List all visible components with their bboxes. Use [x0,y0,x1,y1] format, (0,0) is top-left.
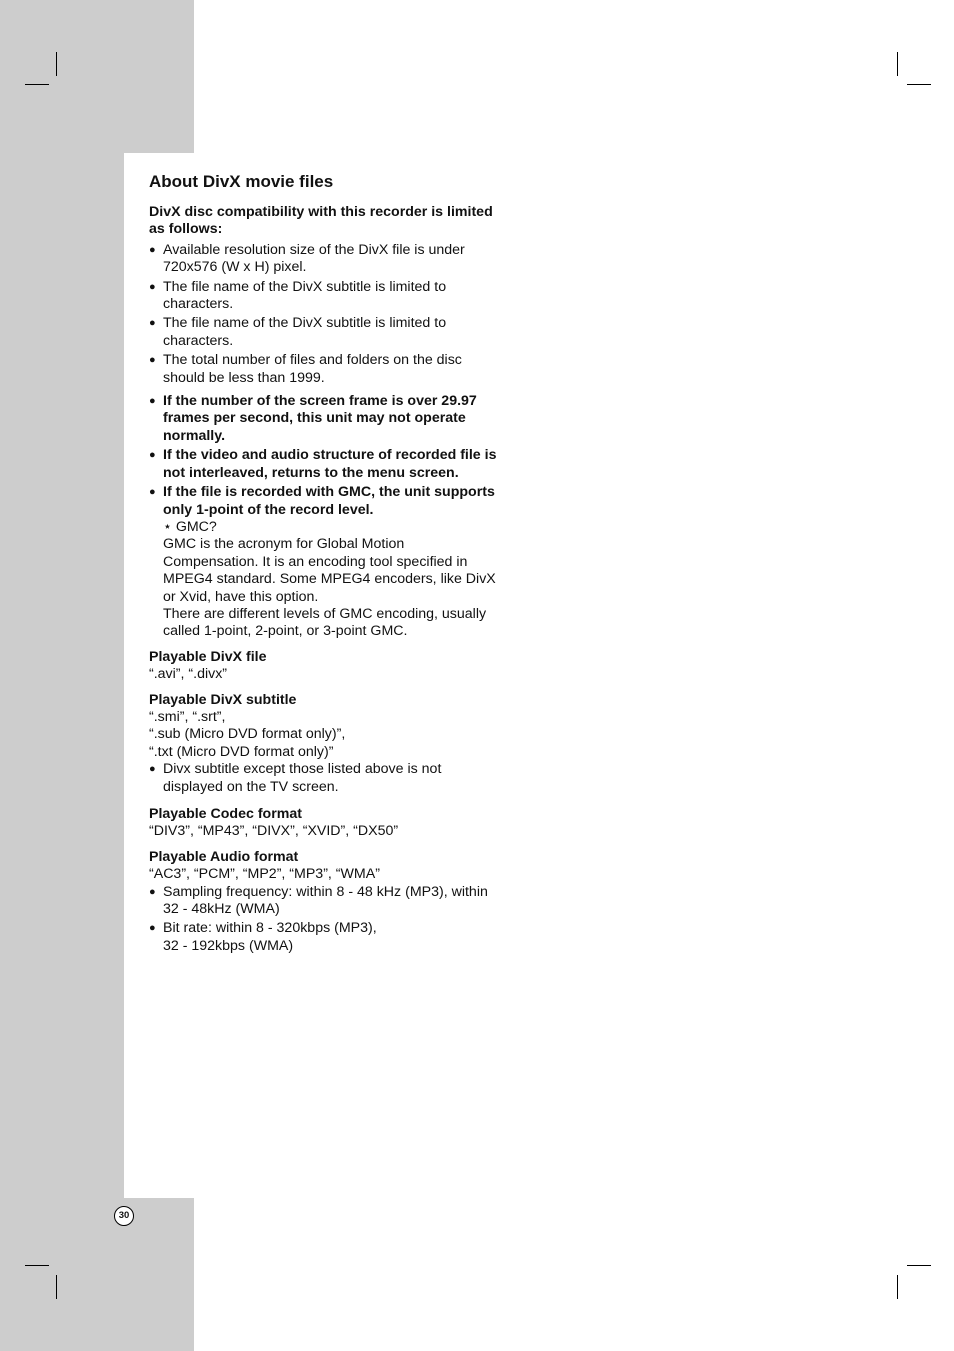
gmc-question: ⋆ GMC? [163,518,217,535]
crop-mark [907,1265,931,1266]
crop-mark [56,1275,57,1299]
playable-file-section [149,649,499,684]
margin-band-bottom [0,1198,194,1351]
list-item: ● The file name of the DivX subtitle is limited to characters. [149,315,447,349]
section-value: “.txt (Micro DVD format only)” [149,743,334,760]
page-title: About DivX movie files [149,172,334,191]
list-item: ● Divx subtitle except those listed above is not displayed on the TV screen. [149,761,442,795]
list-item-gmc: ● If the file is recorded with GMC, the unit supports only 1-point of the record level. ⋆ GMC? GMC is the acronym for Global Motion Compensation. It is an encoding tool specified in MPEG4 standard. Some MPEG4 encoders, like DivX or Xvid, have this option. There are different levels of GMC encoding, usually called 1-point, 2-point, or 3-point GMC. [149,484,499,641]
gmc-definition: GMC is the acronym for Global Motion Compensation. It is an encoding tool specified in MPEG4 standard. Some MPEG4 encoders, like DivX or Xvid, have this option. [163,536,496,605]
crop-mark [897,52,898,76]
playable-audio-section [149,849,499,955]
article [149,171,499,957]
list-item: ● Bit rate: within 8 - 320kbps (MP3), 32 - 192kbps (WMA) [149,920,377,954]
section-heading: Playable Codec format [149,806,302,822]
section-value: “.smi”, “.srt”, [149,708,226,725]
section-heading: Playable DivX subtitle [149,691,297,708]
section-value: “DIV3”, “MP43”, “DIVX”, “XVID”, “DX50” [149,823,399,840]
compatibility-heading: DivX disc compatibility with this recorder is limited as follows: [149,204,493,238]
margin-band-left [0,153,124,1198]
gmc-levels: There are different levels of GMC encoding, usually called 1-point, 2-point, or 3-point GMC. [163,605,487,640]
crop-mark [25,1265,49,1266]
section-value: “.sub (Micro DVD format only)”, [149,726,346,743]
bullet-icon: ● [149,317,156,330]
list-item: ● Available resolution size of the DivX file is under 720x576 (W x H) pixel. [149,241,465,276]
bullet-icon: ● [149,449,156,462]
bullet-icon: ● [149,280,156,293]
list-item-warning: ● If the video and audio structure of recorded file is not interleaved, returns to the menu screen. [149,447,497,481]
list-item: ● Sampling frequency: within 8 - 48 kHz (MP3), within 32 - 48kHz (WMA) [149,883,488,918]
bullet-icon: ● [149,354,156,367]
playable-subtitle-section [149,692,499,796]
crop-mark [25,84,49,85]
section-heading: Playable Audio format [149,848,299,865]
bullet-icon: ● [149,885,156,898]
bullet-icon: ● [149,922,156,935]
bullet-icon: ● [149,395,156,408]
bullet-icon: ● [149,486,156,499]
section-value: “AC3”, “PCM”, “MP2”, “MP3”, “WMA” [149,866,380,883]
section-value: “.avi”, “.divx” [149,666,228,683]
crop-mark [897,1275,898,1299]
playable-codec-section [149,806,499,841]
bullet-icon: ● [149,243,156,256]
list-item-warning: ● If the number of the screen frame is over 29.97 frames per second, this unit may not operate normally. [149,393,477,444]
crop-mark [907,84,931,85]
crop-mark [56,52,57,76]
list-item: ● The total number of files and folders on the disc should be less than 1999. [149,352,462,386]
bullet-icon: ● [149,763,156,776]
page-number: 30 [114,1206,134,1226]
section-heading: Playable DivX file [149,648,267,665]
list-item: ● The file name of the DivX subtitle is limited to characters. [149,278,447,313]
margin-band-top [0,0,194,153]
